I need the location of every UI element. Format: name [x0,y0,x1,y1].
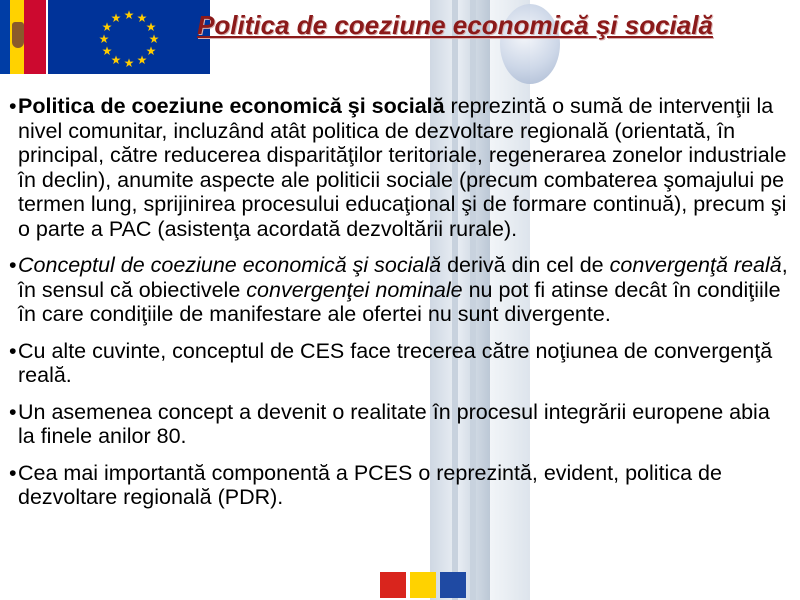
svg-text:★: ★ [123,8,135,22]
bullet-text: reprezintă o sumă de intervenţii la nivel comunitar, incluzând atât politica de dezvoltare regională (orientată, în principal, către reducerea disparităţilor teritoriale, regenerarea zonelor industriale în declin), anumite aspecte ale politicii sociale (precum combaterea şomajului pe termen lung, sprijinirea procesului educaţional şi de formare continuă), precum şi o parte a PAC (asistenţa acordată dezvoltării rurale). [18,94,787,241]
bullet-item [9,460,788,510]
red-square [380,572,406,598]
svg-text:★: ★ [123,56,135,70]
bullet-text: Un asemenea concept a devenit o realitate în procesul integrării europene abia la finele anilor 80. [18,399,770,448]
svg-text:★: ★ [101,44,113,58]
bullet-text: , în sensul că obiectivele [18,253,788,302]
bullet-marker: • [9,253,17,277]
slide-title: Politica de coeziune economică şi socială [197,10,713,40]
bullet-item [9,399,788,449]
svg-text:★: ★ [101,20,113,34]
svg-text:★: ★ [110,11,122,25]
svg-text:★: ★ [110,53,122,67]
bullet-text: derivă din cel de [441,253,610,277]
bullet-item [9,338,788,388]
bullet-marker: • [9,338,17,363]
bullet-text: Cea mai importantă componentă a PCES o reprezintă, evident, politica de dezvoltare regională (PDR). [18,460,722,509]
svg-text:★: ★ [148,32,160,46]
svg-text:★: ★ [136,53,148,67]
bullet-item [9,94,788,241]
bullet-marker: • [9,399,17,424]
bullet-italic-term: convergenţă reală [609,253,782,277]
bullet-text: Cu alte cuvinte, conceptul de CES face trecerea către noţiunea de convergenţă reală. [18,338,773,387]
svg-text:★: ★ [145,44,157,58]
bullet-text: nu pot fi atinse decât în condiţiile în care condiţiile de manifestare ale ofertei nu sunt divergente. [18,277,781,326]
slide-body [9,94,788,522]
yellow-square [410,572,436,598]
bullet-item [9,253,788,327]
svg-text:★: ★ [136,11,148,25]
bullet-italic-term: Conceptul de coeziune economică şi socială [18,253,442,277]
decor-color-squares [380,572,466,598]
eu-flag-icon [48,0,210,74]
moldova-flag-icon [0,0,46,74]
bullet-marker: • [9,460,17,485]
bullet-italic-term: convergenţei nominale [246,277,463,302]
svg-text:★: ★ [98,32,110,46]
blue-square [440,572,466,598]
svg-text:★: ★ [145,20,157,34]
bullet-marker: • [9,94,17,118]
bullet-lead-bold: Politica de coeziune economică şi socială [18,94,445,118]
